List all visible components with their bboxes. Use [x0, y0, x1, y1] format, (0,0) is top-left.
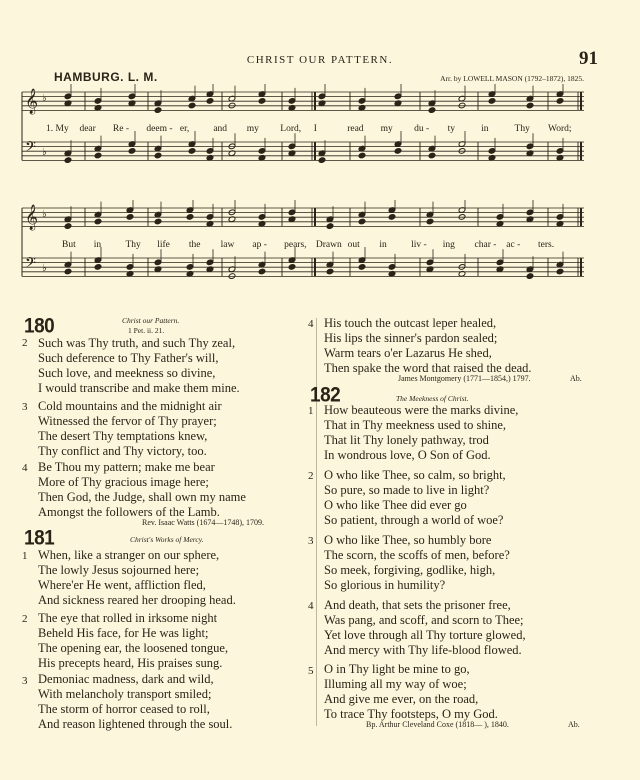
- note-head: [64, 223, 72, 230]
- verse-line: Warm tears o'er Lazarus He shed,: [324, 346, 492, 360]
- note-head: [188, 102, 196, 109]
- lyric-syllable: du -: [414, 124, 430, 134]
- verse-line: More of Thy gracious image here;: [38, 475, 209, 489]
- note-head: [358, 152, 366, 159]
- note-head: [556, 98, 564, 105]
- scripture-reference: 1 Pet. ii. 21.: [128, 326, 165, 335]
- lyric-syllable: dear: [79, 124, 96, 134]
- lyric-syllable: and: [213, 124, 228, 134]
- verse-line: Illuming all my way of woe;: [324, 677, 467, 691]
- hymn-number: 180: [24, 314, 55, 338]
- note-head: [394, 148, 402, 155]
- verse-number: 4: [308, 318, 314, 330]
- lyric-syllable: Lord,: [280, 124, 302, 134]
- verse-line: The lowly Jesus sojourned here;: [38, 563, 200, 577]
- verse-line: And death, that sets the prisoner free,: [324, 598, 511, 612]
- music-system-2: [0, 200, 640, 310]
- lyric-syllable: Re -: [112, 124, 130, 134]
- verse-line: When, like a stranger on our sphere,: [38, 548, 220, 562]
- lyric-syllable: er,: [179, 124, 190, 134]
- lyric-syllable: out: [347, 240, 360, 250]
- verse-line: His touch the outcast leper healed,: [324, 316, 497, 330]
- note-head: [388, 214, 396, 221]
- note-head: [186, 214, 194, 221]
- verse-number: 2: [22, 613, 28, 625]
- note-head: [64, 157, 72, 164]
- lyric-syllable: Thy: [514, 124, 530, 134]
- running-title: CHRIST OUR PATTERN.: [246, 54, 394, 66]
- note-head: [326, 223, 334, 230]
- note-head: [526, 102, 534, 109]
- note-head: [258, 268, 266, 275]
- lyric-syllable: liv -: [411, 240, 427, 250]
- note-head: [154, 218, 162, 225]
- verse-line: With melancholy transport smiled;: [38, 687, 212, 701]
- flat-icon: ♭: [42, 263, 47, 274]
- verse-line: Demoniac madness, dark and wild,: [38, 672, 214, 686]
- verse-line: So meek, forgiving, godlike, high,: [324, 563, 496, 577]
- lyric-syllable: in: [93, 240, 102, 250]
- verse-line: Then God, the Judge, shall own my name: [38, 490, 246, 504]
- hymn-number: 182: [310, 383, 341, 407]
- verse-line: His precepts heard, His praises sung.: [38, 656, 223, 670]
- lyric-syllable: ty: [447, 124, 455, 134]
- verse-line: Beheld His face, for He was light;: [38, 626, 209, 640]
- verse-line: O who like Thee, so humbly bore: [324, 533, 492, 547]
- verse-number: 4: [308, 600, 314, 612]
- page-number: 91: [579, 48, 598, 69]
- credit-mark: Ab.: [570, 374, 582, 383]
- note-head: [94, 264, 102, 271]
- note-head: [556, 268, 564, 275]
- verse-line: In wondrous love, O Son of God.: [324, 448, 491, 462]
- lyric-syllable: ters.: [538, 240, 555, 250]
- hymn-number: 181: [24, 526, 55, 550]
- lyric-syllable: ap -: [252, 240, 267, 250]
- hymn-credit: James Montgomery (1771—1854,) 1797.: [398, 374, 531, 383]
- verse-line: O who like Thee, so calm, so bright,: [324, 468, 506, 482]
- note-head: [526, 273, 534, 280]
- hymn-credit: Rev. Isaac Watts (1674—1748), 1709.: [142, 518, 264, 527]
- verse-line: Amongst the followers of the Lamb.: [38, 505, 220, 519]
- lyric-syllable: ing: [442, 240, 455, 250]
- flat-icon: ♭: [42, 147, 47, 158]
- flat-icon: ♭: [42, 209, 47, 220]
- lyric-syllable: deem -: [146, 124, 173, 134]
- lyric-syllable: But: [62, 240, 76, 250]
- verse-number: 2: [308, 470, 314, 482]
- verse-line: So patient, through a world of woe?: [324, 513, 504, 527]
- verse-line: To trace Thy footsteps, O my God.: [324, 707, 498, 721]
- verse-line: That in Thy meekness used to shine,: [324, 418, 507, 432]
- verse-line: Be Thou my pattern; make me bear: [38, 460, 215, 474]
- verse-line: The eye that rolled in irksome night: [38, 611, 218, 625]
- verse-line: Where'er He went, affliction fled,: [38, 578, 206, 592]
- note-head: [188, 148, 196, 155]
- lyric-syllable: 1. My: [46, 124, 69, 134]
- lyric-syllable: life: [157, 240, 170, 250]
- verse-line: Such deference to Thy Father's will,: [38, 351, 219, 365]
- verse-number: 2: [22, 337, 28, 349]
- verse-line: How beauteous were the marks divine,: [324, 403, 519, 417]
- note-head: [154, 107, 162, 114]
- lyric-syllable: char -: [474, 240, 497, 250]
- note-head: [428, 152, 436, 159]
- verse-line: O in Thy light be mine to go,: [324, 662, 470, 676]
- verse-number: 3: [22, 675, 28, 687]
- flat-icon: ♭: [42, 93, 47, 104]
- verse-line: And reason lightened through the soul.: [38, 717, 233, 731]
- verse-line: The storm of horror ceased to roll,: [38, 702, 210, 716]
- verse-number: 1: [22, 550, 28, 562]
- verse-line: Thy conflict and Thy victory, too.: [38, 444, 207, 458]
- verse-line: Was pang, and scoff, and scorn to Thee;: [324, 613, 524, 627]
- verse-line: So pure, so made to live in light?: [324, 483, 490, 497]
- lyric-syllable: in: [481, 124, 489, 134]
- verse-line: The opening ear, the loosened tongue,: [38, 641, 229, 655]
- verse-line: The desert Thy temptations knew,: [38, 429, 208, 443]
- lyric-syllable: Word;: [548, 124, 572, 134]
- column-divider: [316, 318, 317, 726]
- verse-line: Witnessed the fervor of Thy prayer;: [38, 414, 217, 428]
- treble-clef-icon: 𝄞: [25, 89, 39, 114]
- note-head: [358, 218, 366, 225]
- verse-line: And sickness reared her drooping head.: [38, 593, 236, 607]
- lyric-syllable: read: [347, 124, 364, 134]
- tune-arranger: Arr. by LOWELL MASON (1792–1872), 1825.: [440, 74, 584, 83]
- verse-line: Cold mountains and the midnight air: [38, 399, 222, 413]
- verse-number: 3: [308, 535, 314, 547]
- verse-line: Such love, and meekness so divine,: [38, 366, 216, 380]
- lyric-syllable: pears,: [284, 240, 307, 250]
- verse-line: Such was Thy truth, and such Thy zeal,: [38, 336, 236, 350]
- hymn-subtitle: Christ's Works of Mercy.: [130, 535, 204, 544]
- verse-line: Yet love through all Thy torture glowed,: [324, 628, 526, 642]
- note-head: [426, 218, 434, 225]
- lyric-syllable: law: [220, 240, 235, 250]
- note-head: [94, 218, 102, 225]
- hymn-credit: Bp. Arthur Cleveland Coxe (1818— ), 1840.: [366, 720, 509, 729]
- verse-line: The scorn, the scoffs of men, before?: [324, 548, 510, 562]
- note-head: [64, 268, 72, 275]
- verse-line: O who like Thee did ever go: [324, 498, 467, 512]
- note-head: [154, 152, 162, 159]
- hymn-subtitle: The Meekness of Christ.: [396, 394, 469, 403]
- lyric-syllable: ac -: [506, 240, 521, 250]
- verse-number: 5: [308, 665, 314, 677]
- lyric-syllable: Thy: [125, 240, 141, 250]
- lyric-syllable: my: [380, 124, 393, 134]
- verse-line: I would transcribe and make them mine.: [38, 381, 240, 395]
- verse-number: 4: [22, 462, 28, 474]
- verse-line: So glorious in humility?: [324, 578, 446, 592]
- note-head: [128, 148, 136, 155]
- verse-line: That lit Thy lonely pathway, trod: [324, 433, 489, 447]
- hymn-subtitle: Christ our Pattern.: [122, 316, 180, 325]
- note-head: [288, 264, 296, 271]
- lyric-syllable: my: [246, 124, 259, 134]
- note-head: [488, 98, 496, 105]
- note-head: [94, 152, 102, 159]
- note-head: [428, 107, 436, 114]
- note-head: [126, 214, 134, 221]
- verse-number: 1: [308, 405, 314, 417]
- note-head: [318, 157, 326, 164]
- verse-line: And give me ever, on the road,: [324, 692, 479, 706]
- lyric-syllable: in: [379, 240, 387, 250]
- bass-clef-icon: 𝄢: [25, 255, 36, 275]
- lyric-syllable: the: [188, 240, 201, 250]
- tune-name: HAMBURG. L. M.: [54, 70, 158, 84]
- credit-mark: Ab.: [568, 720, 580, 729]
- note-head: [358, 264, 366, 271]
- lyric-syllable: Drawn: [315, 240, 342, 250]
- verse-line: And mercy with Thy life-blood flowed.: [324, 643, 522, 657]
- lyric-syllable: I: [313, 124, 317, 134]
- treble-clef-icon: 𝄞: [25, 205, 39, 230]
- verse-number: 3: [22, 401, 28, 413]
- note-head: [258, 98, 266, 105]
- bass-clef-icon: 𝄢: [25, 139, 36, 159]
- music-system-1: [0, 84, 640, 194]
- note-head: [206, 98, 214, 105]
- verse-line: Then spake the word that raised the dead.: [324, 361, 532, 375]
- verse-line: His lips the sinner's pardon sealed;: [324, 331, 498, 345]
- note-head: [326, 268, 334, 275]
